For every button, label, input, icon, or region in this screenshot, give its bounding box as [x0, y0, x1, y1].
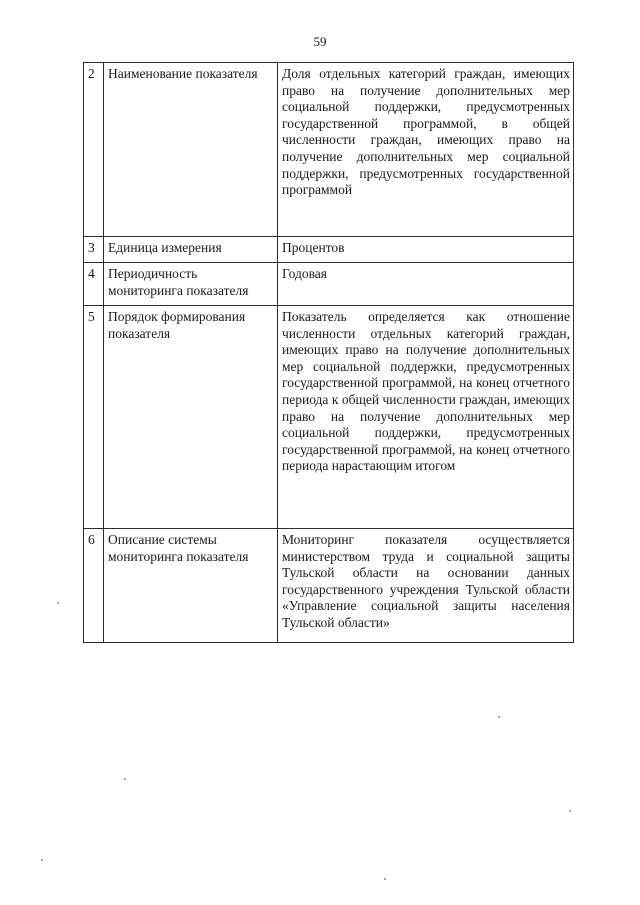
table-row: [84, 529, 574, 643]
row-parameter-value: Годовая: [278, 263, 574, 306]
scan-speck: [384, 878, 386, 880]
table-row: [84, 263, 574, 306]
row-number: 4: [84, 263, 104, 306]
row-parameter-name: Порядок формирования показателя: [104, 306, 278, 529]
table-row: [84, 306, 574, 529]
table-row: [84, 63, 574, 237]
scan-speck: [498, 716, 500, 718]
scan-speck: [124, 778, 126, 780]
indicator-passport-table: [83, 62, 574, 643]
row-number: 5: [84, 306, 104, 529]
row-parameter-name: Периодичность мониторинга показателя: [104, 263, 278, 306]
row-number: 2: [84, 63, 104, 237]
page-number: 59: [313, 34, 327, 49]
row-parameter-name: Описание системы мониторинга показателя: [104, 529, 278, 643]
row-parameter-value: Мониторинг показателя осуществляется министерством труда и социальной защиты Тульской области на основании данных государственного учреждения Тульской области «Управление социальной защиты населения Тульской области»: [278, 529, 574, 643]
row-parameter-value: Процентов: [278, 237, 574, 263]
scan-speck: [57, 602, 59, 604]
table-row: [84, 237, 574, 263]
scan-speck: [569, 810, 571, 812]
row-parameter-name: Наименование показателя: [104, 63, 278, 237]
row-number: 3: [84, 237, 104, 263]
row-number: 6: [84, 529, 104, 643]
scan-speck: [41, 859, 43, 861]
row-parameter-value: Показатель определяется как отношение численности отдельных категорий граждан, имеющих право на получение дополнительных мер социальной поддержки, предусмотренных государственной программой, на конец отчетного периода к общей численности граждан, имеющих право на получение дополнительных мер социальной поддержки, предусмотренных государственной программой, на конец отчетного периода нарастающим итогом: [278, 306, 574, 529]
row-parameter-value: Доля отдельных категорий граждан, имеющих право на получение дополнительных мер социальной поддержки, предусмотренных государственной программой, в общей численности граждан, имеющих право на получение дополнительных мер социальной поддержки, предусмотренных государственной программой: [278, 63, 574, 237]
row-parameter-name: Единица измерения: [104, 237, 278, 263]
